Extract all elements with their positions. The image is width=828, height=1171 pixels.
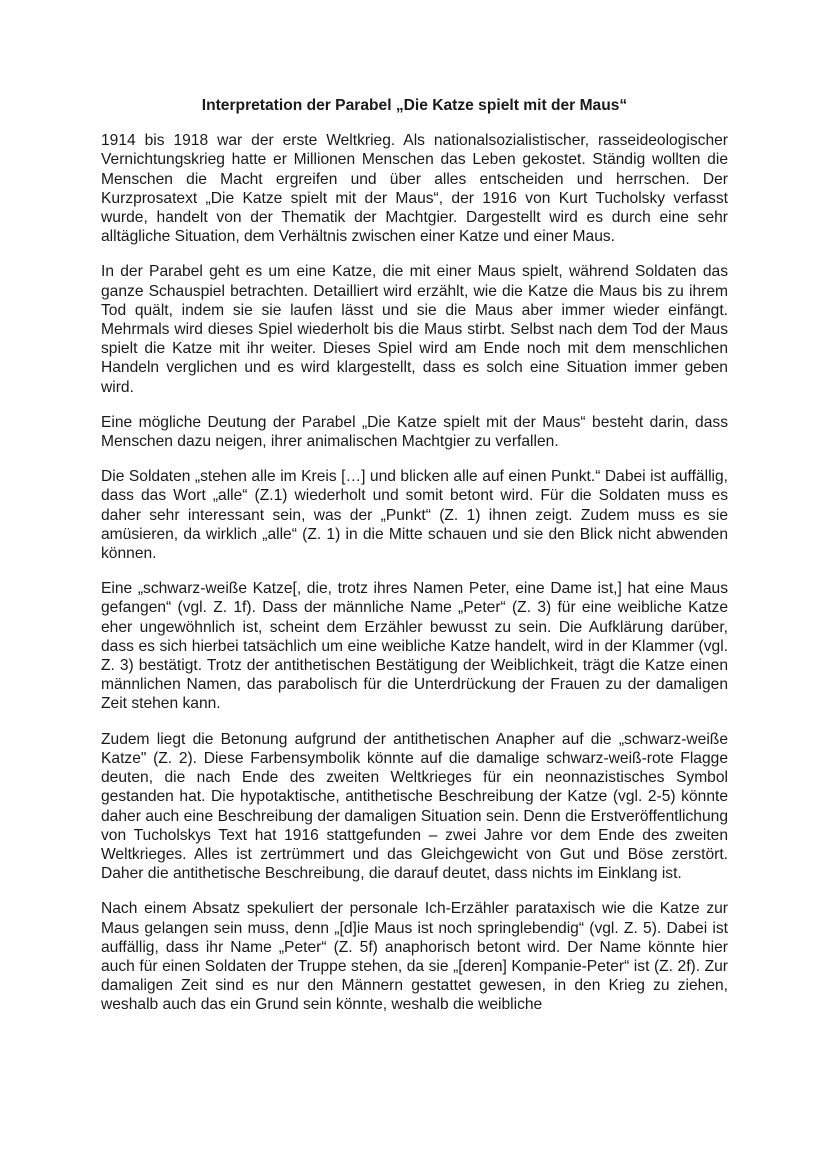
paragraph-color-symbolism: Zudem liegt die Betonung aufgrund der antithetischen Anapher auf die „schwarz-weiße Katze" (Z. 2). Diese Farbensymbolik könnte auf die damalige schwarz-weiß-rote Flagge deuten, die nach Ende des zweiten Weltkrieges für ein neonnazistisches Symbol gestanden hat. Die hypotaktische, antithetische Beschreibung der Katze (vgl. 2-5) könnte daher auch eine Beschreibung der damaligen Situation sein. Denn die Erstveröffentlichung von Tucholskys Text hat 1916 stattgefunden – zwei Jahre vor dem Ende des zweiten Weltkrieges. Alles ist zertrümmert und das Gleichgewicht von Gut und Böse zerstört. Daher die antithetische Beschreibung, die darauf deutet, dass nichts im Einklang ist. bbox=[101, 730, 728, 883]
document-page bbox=[101, 96, 728, 1031]
paragraph-thesis: Eine mögliche Deutung der Parabel „Die Katze spielt mit der Maus“ besteht darin, dass Menschen dazu neigen, ihrer animalischen Machtgier zu verfallen. bbox=[101, 413, 728, 451]
paragraph-intro: 1914 bis 1918 war der erste Weltkrieg. Als nationalsozialistischer, rasseideologischer Vernichtungskrieg hatte er Millionen Menschen das Leben gekostet. Ständig wollten die Menschen die Macht ergreifen und über alles entscheiden und herrschen. Der Kurzprosatext „Die Katze spielt mit der Maus“, der 1916 von Kurt Tucholsky verfasst wurde, handelt von der Thematik der Machtgier. Dargestellt wird es durch eine sehr alltägliche Situation, dem Verhältnis zwischen einer Katze und einer Maus. bbox=[101, 132, 728, 246]
paragraph-narrator: Nach einem Absatz spekuliert der personale Ich-Erzähler parataxisch wie die Katze zur Maus gelangen sein muss, denn „[d]ie Maus ist noch springlebendig“ (vgl. Z. 5). Dabei ist auffällig, dass ihr Name „Peter“ (Z. 5f) anaphorisch betont wird. Der Name könnte hier auch für einen Soldaten der Truppe stehen, da sie „[deren] Kompanie-Peter“ ist (Z. 2f). Zur damaligen Zeit sind es nur den Männern gestattet gewesen, in den Krieg zu ziehen, weshalb auch das ein Grund sein könnte, weshalb die weibliche bbox=[101, 900, 728, 1014]
paragraph-soldiers: Die Soldaten „stehen alle im Kreis […] und blicken alle auf einen Punkt.“ Dabei ist auffällig, dass das Wort „alle“ (Z.1) wiederholt und somit betont wird. Für die Soldaten muss es daher sehr interessant sein, was der „Punkt“ (Z. 1) ihnen zeigt. Zudem muss es sie amüsieren, da wirklich „alle“ (Z. 1) in die Mitte schauen und sie den Blick nicht abwenden können. bbox=[101, 468, 728, 563]
paragraph-cat-name: Eine „schwarz-weiße Katze[, die, trotz ihres Namen Peter, eine Dame ist,] hat eine Maus gefangen“ (vgl. Z. 1f). Dass der männliche Name „Peter“ (Z. 3) für eine weibliche Katze eher ungewöhnlich ist, scheint dem Erzähler bewusst zu sein. Die Aufklärung darüber, dass es sich hierbei tatsächlich um eine weibliche Katze handelt, wird in der Klammer (vgl. Z. 3) bestätigt. Trotz der antithetischen Bestätigung der Weiblichkeit, trägt die Katze einen männlichen Namen, das parabolisch für die Unterdrückung der Frauen zu der damaligen Zeit stehen kann. bbox=[101, 580, 728, 713]
paragraph-summary: In der Parabel geht es um eine Katze, die mit einer Maus spielt, während Soldaten das ganze Schauspiel betrachten. Detailliert wird erzählt, wie die Katze die Maus bis zu ihrem Tod quält, indem sie sie laufen lässt und sie die Maus aber immer wieder einfängt. Mehrmals wird dieses Spiel wiederholt bis die Maus stirbt. Selbst nach dem Tod der Maus spielt die Katze mit ihr weiter. Dieses Spiel wird am Ende noch mit dem menschlichen Handeln verglichen und es wird klargestellt, dass es solch eine Situation immer geben wird. bbox=[101, 263, 728, 396]
document-title: Interpretation der Parabel „Die Katze spielt mit der Maus“ bbox=[201, 97, 628, 114]
